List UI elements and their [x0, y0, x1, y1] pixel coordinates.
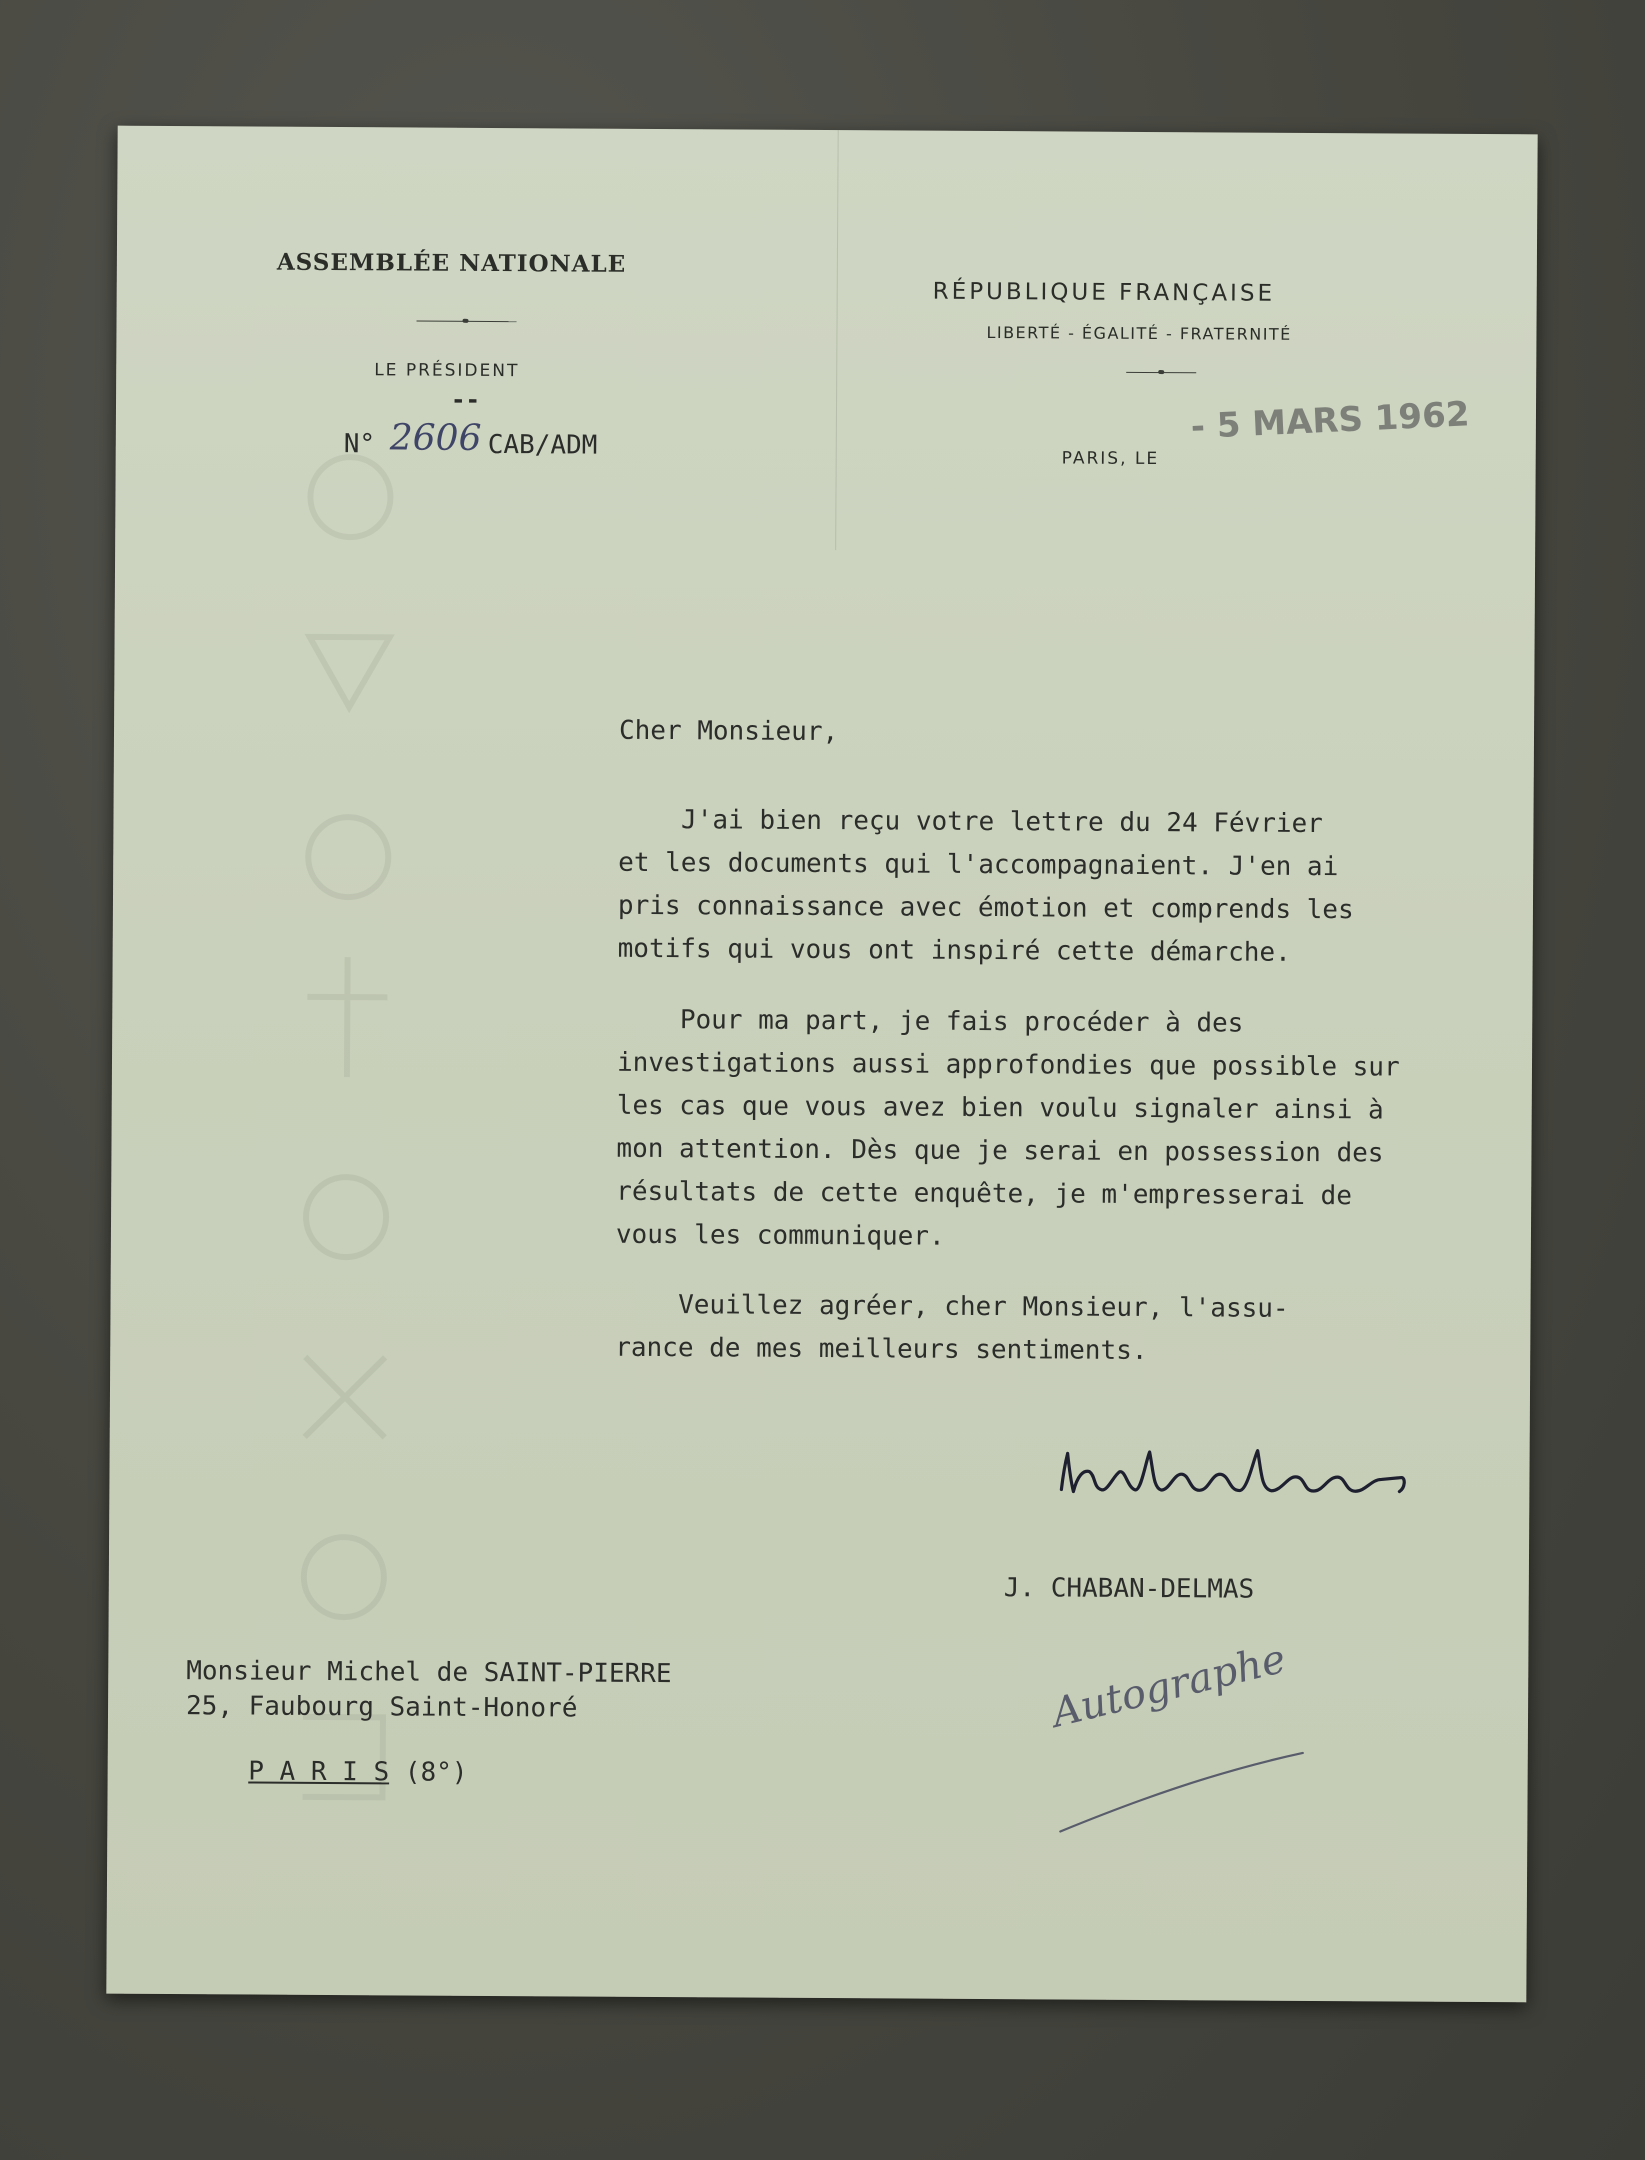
signatory-name: J. CHABAN-DELMAS [1003, 1573, 1255, 1605]
paragraph-investigation [616, 999, 1478, 1262]
recipient-city-line [185, 1726, 467, 1818]
paragraph-line: J'ai bien reçu votre lettre du 24 Février [618, 804, 1323, 840]
institution-rule-ornament [463, 319, 469, 323]
reference-suffix: CAB/ADM [487, 429, 598, 461]
recipient-city: P A R I S [248, 1756, 390, 1788]
handwritten-signature [1049, 1431, 1449, 1513]
republic-motto: LIBERTÉ - ÉGALITÉ - FRATERNITÉ [986, 322, 1292, 344]
paragraph-line: les cas que vous avez bien voulu signaler ainsi à [616, 1090, 1384, 1126]
paragraph-line: investigations aussi approfondies que possible sur [616, 1047, 1400, 1083]
paragraph-line: résultats de cette enquête, je m'empresserai de [616, 1176, 1353, 1212]
republic-title: RÉPUBLIQUE FRANÇAISE [932, 278, 1276, 307]
place-label: PARIS, LE [1061, 448, 1160, 470]
letter-sheet [106, 126, 1537, 2003]
paragraph-line: motifs qui vous ont inspiré cette démarche. [617, 933, 1291, 968]
recipient-name: Monsieur Michel de SAINT-PIERRE [186, 1656, 672, 1690]
paragraph-acknowledgement [618, 799, 1479, 976]
republic-rule-ornament [1158, 370, 1164, 374]
paragraph-line: rance de mes meilleurs sentiments. [615, 1332, 1148, 1366]
reference-prefix: N° [343, 429, 376, 460]
paragraph-line: mon attention. Dès que je serai en possession des [616, 1133, 1384, 1169]
office-dash: -- [450, 385, 481, 414]
salutation: Cher Monsieur, [618, 715, 839, 748]
paragraph-line: et les documents qui l'accompagnaient. J'en ai [618, 847, 1339, 883]
paragraph-line: pris connaissance avec émotion et comprends les [617, 890, 1354, 926]
institution-name: ASSEMBLÉE NATIONALE [276, 248, 627, 278]
paper-fold-line [835, 130, 839, 550]
reference-number-handwritten: 2606 [389, 417, 482, 459]
paragraph-line: Pour ma part, je fais procéder à des [617, 1004, 1244, 1039]
autograph-annotation-underline [1052, 1731, 1313, 1843]
paragraph-line: Veuillez agréer, cher Monsieur, l'assu- [615, 1289, 1289, 1324]
autograph-annotation: Autographe [1047, 1635, 1291, 1737]
recipient-street: 25, Faubourg Saint-Honoré [185, 1691, 578, 1724]
office-title: LE PRÉSIDENT [374, 360, 520, 382]
paragraph-line: vous les communiquer. [615, 1219, 945, 1252]
date-stamp: - 5 MARS 1962 [1189, 394, 1471, 448]
recipient-district: (8°) [389, 1757, 468, 1788]
paragraph-closing [615, 1284, 1476, 1375]
